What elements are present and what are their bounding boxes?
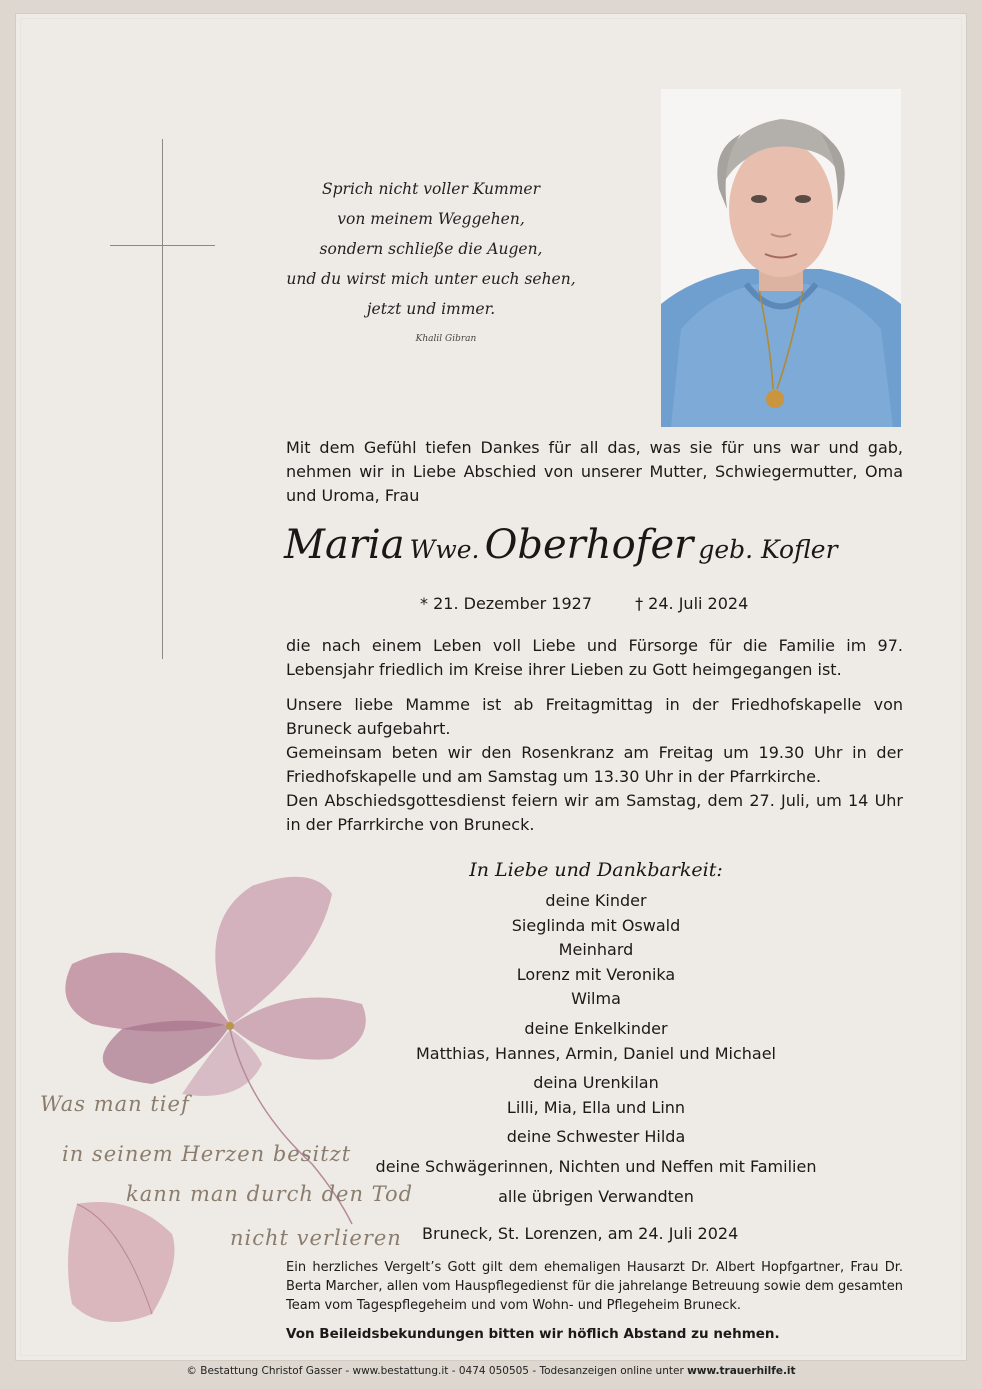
verse-line: nicht verlieren [230,1226,402,1250]
quote-author: Khalil Gibran [415,334,477,344]
footer-link[interactable]: www.trauerhilfe.it [687,1365,796,1377]
quote-line: sondern schließe die Augen, [319,240,543,258]
footer [0,1365,982,1377]
family-label: deina Urenkilan [533,1073,659,1093]
intro-text: Mit dem Gefühl tiefen Dankes für all das, was sie für uns war und gab, nehmen wir in Liebe Abschied von unserer Mutter, Schwiegermutter, Oma und Uroma, Frau [286,438,903,505]
obituary-card [16,14,966,1360]
verse-line: Was man tief [40,1092,190,1116]
birth-date: * 21. Dezember 1927 [420,594,592,613]
funeral-paragraph: Unsere liebe Mamme ist ab Freitagmittag in der Friedhofskapelle von Bruneck aufgebahrt. [286,695,903,738]
last-name: Oberhofer [484,522,694,568]
name-title: Wwe. [409,535,480,564]
deceased-name [284,522,924,568]
quote [286,174,576,324]
funeral-paragraph: Den Abschiedsgottesdienst feiern wir am Samstag, dem 27. Juli, um 14 Uhr in der Pfarrkirche von Bruneck. [286,791,903,834]
verse-line: in seinem Herzen besitzt [62,1142,352,1166]
quote-line: jetzt und immer. [366,300,496,318]
family-member: Matthias, Hannes, Armin, Daniel und Michael [416,1043,776,1063]
no-condolences-note: Von Beileidsbekundungen bitten wir höflich Abstand zu nehmen. [286,1326,780,1342]
family-member: Sieglinda mit Oswald [511,915,681,935]
quote-line: und du wirst mich unter euch sehen, [286,270,576,288]
family-member: deine Schwägerinnen, Nichten und Neffen mit Familien [375,1156,817,1176]
funeral-info [286,693,903,837]
first-name: Maria [284,522,405,568]
family-member: deine Schwester Hilda [506,1127,686,1147]
family-member: Meinhard [558,940,634,960]
closing-heading: In Liebe und Dankbarkeit: [469,859,723,881]
cross-vertical-bar [162,139,163,659]
passing-text: die nach einem Leben voll Liebe und Fürsorge für die Familie im 97. Lebensjahr friedlich im Kreise ihrer Lieben zu Gott heimgegangen ist. [286,636,903,679]
birth-name: geb. Kofler [698,535,838,564]
family-label: deine Kinder [545,891,647,910]
life-dates [420,594,820,613]
cross-horizontal-bar [110,245,215,246]
family-label: deine Enkelkinder [524,1018,668,1038]
family-member: Wilma [571,989,621,1009]
portrait-photo [661,89,901,427]
family-member: Lilli, Mia, Ella und Linn [506,1097,686,1117]
quote-line: Sprich nicht voller Kummer [322,180,540,198]
quote-line: von meinem Weggehen, [337,210,525,228]
verse-line: kann man durch den Tod [126,1182,414,1206]
family-member: alle übrigen Verwandten [498,1186,694,1206]
family-list [316,889,876,1209]
family-member: Lorenz mit Veronika [516,964,676,984]
footer-text: © Bestattung Christof Gasser - www.bestattung.it - 0474 050505 - Todesanzeigen online unter [186,1365,684,1377]
place-date: Bruneck, St. Lorenzen, am 24. Juli 2024 [422,1224,739,1243]
portrait-illustration [661,89,901,427]
death-date: † 24. Juli 2024 [635,594,749,613]
thanks-text: Ein herzliches Vergelt’s Gott gilt dem ehemaligen Hausarzt Dr. Albert Hopfgartner, Frau Dr. Berta Marcher, allen vom Hauspflegedienst für die jahrelange Betreuung sowie dem gesamten Team vom Tagespflegeheim und vom Wohn- und Pflegeheim Bruneck. [286,1260,903,1313]
funeral-paragraph: Gemeinsam beten wir den Rosenkranz am Freitag um 19.30 Uhr in der Friedhofskapelle und am Samstag um 13.30 Uhr in der Pfarrkirche. [286,743,903,786]
